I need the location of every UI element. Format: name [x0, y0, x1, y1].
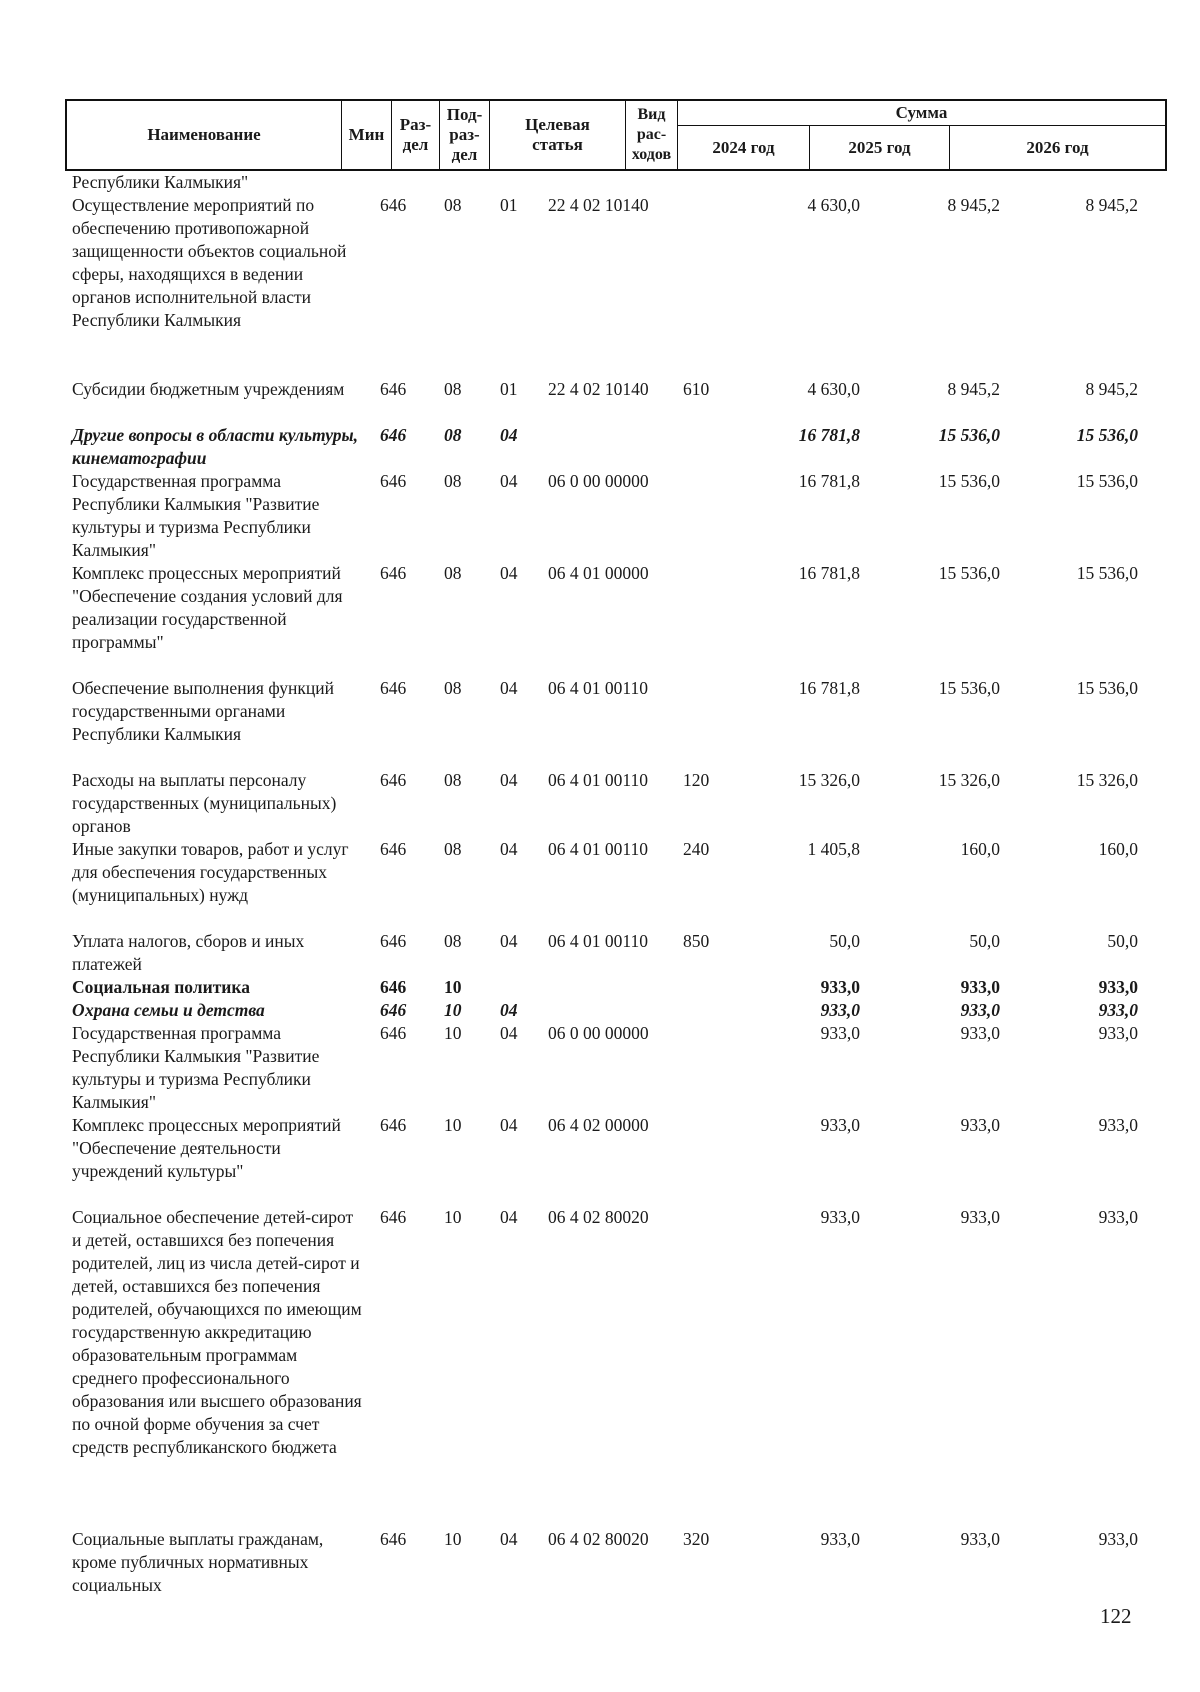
header-summa: Сумма [678, 101, 1165, 126]
row-name: Уплата налогов, сборов и иных платежей [72, 931, 305, 974]
row-celevaya: 06 4 02 00000 [548, 1115, 649, 1135]
row-2024: 4 630,0 [807, 195, 860, 215]
row-min: 646 [380, 1023, 407, 1043]
row-razdel: 10 [444, 1207, 462, 1227]
row-name: Государственная программа Республики Калмыкия "Развитие культуры и туризма Республики Калмыкия" [72, 471, 320, 560]
row-razdel: 10 [444, 977, 462, 997]
row-2024: 16 781,8 [798, 678, 860, 698]
row-name: Охрана семьи и детства [72, 1000, 265, 1020]
row-2026: 50,0 [1107, 931, 1138, 951]
row-podrazdel: 01 [500, 195, 518, 215]
table-row [0, 1114, 1200, 1206]
row-2026: 8 945,2 [1085, 379, 1138, 399]
row-podrazdel: 04 [500, 1207, 518, 1227]
row-podrazdel: 04 [500, 1115, 518, 1135]
header-summa-group [678, 101, 1165, 169]
table-body [0, 171, 1200, 1597]
table-row [0, 930, 1200, 976]
row-razdel: 08 [444, 195, 462, 215]
row-razdel: 08 [444, 563, 462, 583]
row-razdel: 10 [444, 1023, 462, 1043]
row-celevaya: 06 0 00 00000 [548, 1023, 649, 1043]
row-podrazdel: 04 [500, 1529, 518, 1549]
row-name: Социальное обеспечение детей-сирот и детей, оставшихся без попечения родителей, лиц из числа детей-сирот и детей, оставшихся без попечения родителей, обучающихся по имеющим государственную аккредитацию образовательным программам среднего профессионального образования или высшего образования по очной форме обучения за счет средств республиканского бюджета [72, 1207, 362, 1457]
row-min: 646 [380, 931, 407, 951]
header-2025: 2025 год [810, 125, 950, 171]
row-name: Расходы на выплаты персоналу государственных (муниципальных) органов [72, 770, 337, 836]
header-2024: 2024 год [678, 125, 810, 171]
row-2025: 15 536,0 [938, 425, 1000, 445]
row-podrazdel: 04 [500, 931, 518, 951]
row-min: 646 [380, 471, 407, 491]
row-razdel: 08 [444, 931, 462, 951]
header-name: Наименование [67, 101, 342, 169]
row-min: 646 [380, 770, 407, 790]
row-celevaya: 06 4 02 80020 [548, 1529, 649, 1549]
row-2025: 15 536,0 [938, 678, 1000, 698]
row-name: Социальная политика [72, 977, 250, 997]
row-razdel: 08 [444, 379, 462, 399]
row-2024: 933,0 [820, 1000, 860, 1020]
row-2025: 933,0 [960, 1207, 1000, 1227]
row-2026: 8 945,2 [1085, 195, 1138, 215]
row-podrazdel: 04 [500, 563, 518, 583]
row-2026: 15 326,0 [1076, 770, 1138, 790]
row-2026: 933,0 [1098, 1115, 1138, 1135]
row-2024: 50,0 [829, 931, 860, 951]
row-celevaya: 06 4 01 00110 [548, 839, 648, 859]
row-min: 646 [380, 1000, 407, 1020]
table-row [0, 378, 1200, 424]
row-podrazdel: 04 [500, 425, 518, 445]
row-name: Комплекс процессных мероприятий "Обеспечение деятельности учреждений культуры" [72, 1115, 341, 1181]
row-podrazdel: 04 [500, 1023, 518, 1043]
header-2026: 2026 год [1026, 138, 1089, 157]
row-2025: 933,0 [960, 1023, 1000, 1043]
table-row [0, 999, 1200, 1022]
row-name: Осуществление мероприятий по обеспечению противопожарной защищенности объектов социальной сферы, находящихся в ведении органов исполнительной власти Республики Калмыкия [72, 195, 347, 330]
row-min: 646 [380, 1529, 407, 1549]
row-2026: 160,0 [1098, 839, 1138, 859]
row-name: Социальные выплаты гражданам, кроме публичных нормативных социальных [72, 1529, 324, 1595]
row-vid: 240 [683, 839, 710, 859]
row-min: 646 [380, 1115, 407, 1135]
row-min: 646 [380, 977, 407, 997]
row-2025: 160,0 [960, 839, 1000, 859]
row-razdel: 08 [444, 471, 462, 491]
row-min: 646 [380, 563, 407, 583]
row-2024: 16 781,8 [798, 471, 860, 491]
row-2024: 933,0 [820, 977, 860, 997]
table-row [0, 1206, 1200, 1528]
row-podrazdel: 04 [500, 770, 518, 790]
row-celevaya: 06 4 01 00110 [548, 770, 648, 790]
row-razdel: 08 [444, 678, 462, 698]
row-2024: 16 781,8 [798, 425, 860, 445]
row-2025: 933,0 [960, 977, 1000, 997]
row-min: 646 [380, 1207, 407, 1227]
header-podrazdel: Под-раз-дел [440, 101, 490, 169]
row-2026: 933,0 [1098, 1023, 1138, 1043]
row-name: Другие вопросы в области культуры, кинематографии [72, 425, 359, 468]
row-name: Государственная программа Республики Калмыкия "Развитие культуры и туризма Республики Калмыкия" [72, 1023, 320, 1112]
table-header [65, 99, 1167, 171]
row-2024: 933,0 [820, 1023, 860, 1043]
row-name: Комплекс процессных мероприятий "Обеспечение создания условий для реализации государственной программы" [72, 563, 343, 652]
table-row [0, 562, 1200, 677]
page-number: 122 [1100, 1604, 1132, 1628]
row-2026: 933,0 [1098, 1000, 1138, 1020]
table-row [0, 769, 1200, 838]
row-name: Иные закупки товаров, работ и услуг для обеспечения государственных (муниципальных) нужд [72, 839, 349, 905]
row-podrazdel: 04 [500, 678, 518, 698]
table-row [0, 171, 1200, 194]
row-vid: 850 [683, 931, 710, 951]
row-2024: 16 781,8 [798, 563, 860, 583]
row-2024: 933,0 [820, 1207, 860, 1227]
row-name: Обеспечение выполнения функций государственными органами Республики Калмыкия [72, 678, 334, 744]
table-row [0, 838, 1200, 930]
row-celevaya: 06 4 02 80020 [548, 1207, 649, 1227]
row-razdel: 08 [444, 839, 462, 859]
row-podrazdel: 01 [500, 379, 518, 399]
row-2024: 1 405,8 [807, 839, 860, 859]
row-razdel: 08 [444, 425, 462, 445]
row-vid: 120 [683, 770, 710, 790]
header-razdel: Раз-дел [392, 101, 440, 169]
table-row [0, 470, 1200, 562]
row-vid: 320 [683, 1529, 710, 1549]
row-2025: 933,0 [960, 1529, 1000, 1549]
row-2025: 933,0 [960, 1000, 1000, 1020]
row-2026: 933,0 [1098, 1529, 1138, 1549]
row-min: 646 [380, 425, 407, 445]
row-celevaya: 06 4 01 00110 [548, 678, 648, 698]
row-2024: 15 326,0 [798, 770, 860, 790]
row-celevaya: 22 4 02 10140 [548, 195, 649, 215]
row-2024: 933,0 [820, 1115, 860, 1135]
row-min: 646 [380, 839, 407, 859]
row-celevaya: 06 4 01 00110 [548, 931, 648, 951]
row-celevaya: 06 4 01 00000 [548, 563, 649, 583]
row-2026: 15 536,0 [1076, 471, 1138, 491]
row-2026: 15 536,0 [1076, 425, 1138, 445]
row-2025: 15 536,0 [938, 471, 1000, 491]
row-razdel: 10 [444, 1000, 462, 1020]
row-vid: 610 [683, 379, 710, 399]
table-row [0, 424, 1200, 470]
table-row [0, 1022, 1200, 1114]
header-celevaya: Целевая статья [490, 101, 626, 169]
row-razdel: 08 [444, 770, 462, 790]
row-2025: 933,0 [960, 1115, 1000, 1135]
row-min: 646 [380, 195, 407, 215]
row-name: Субсидии бюджетным учреждениям [72, 379, 345, 399]
row-min: 646 [380, 678, 407, 698]
row-razdel: 10 [444, 1115, 462, 1135]
row-2026: 933,0 [1098, 1207, 1138, 1227]
row-razdel: 10 [444, 1529, 462, 1549]
row-2025: 15 536,0 [938, 563, 1000, 583]
row-2025: 8 945,2 [947, 195, 1000, 215]
header-vid: Вид рас-ходов [626, 101, 678, 169]
row-podrazdel: 04 [500, 471, 518, 491]
row-name: Республики Калмыкия" [72, 172, 249, 192]
row-celevaya: 22 4 02 10140 [548, 379, 649, 399]
header-min: Мин [342, 101, 392, 169]
row-podrazdel: 04 [500, 839, 518, 859]
table-row [0, 677, 1200, 769]
row-2026: 15 536,0 [1076, 678, 1138, 698]
row-2026: 15 536,0 [1076, 563, 1138, 583]
row-2025: 50,0 [969, 931, 1000, 951]
row-podrazdel: 04 [500, 1000, 518, 1020]
row-celevaya: 06 0 00 00000 [548, 471, 649, 491]
row-2024: 933,0 [820, 1529, 860, 1549]
row-2025: 15 326,0 [938, 770, 1000, 790]
row-2024: 4 630,0 [807, 379, 860, 399]
row-min: 646 [380, 379, 407, 399]
table-row [0, 976, 1200, 999]
row-2025: 8 945,2 [947, 379, 1000, 399]
row-2026: 933,0 [1098, 977, 1138, 997]
table-row [0, 194, 1200, 378]
table-row [0, 1528, 1200, 1597]
